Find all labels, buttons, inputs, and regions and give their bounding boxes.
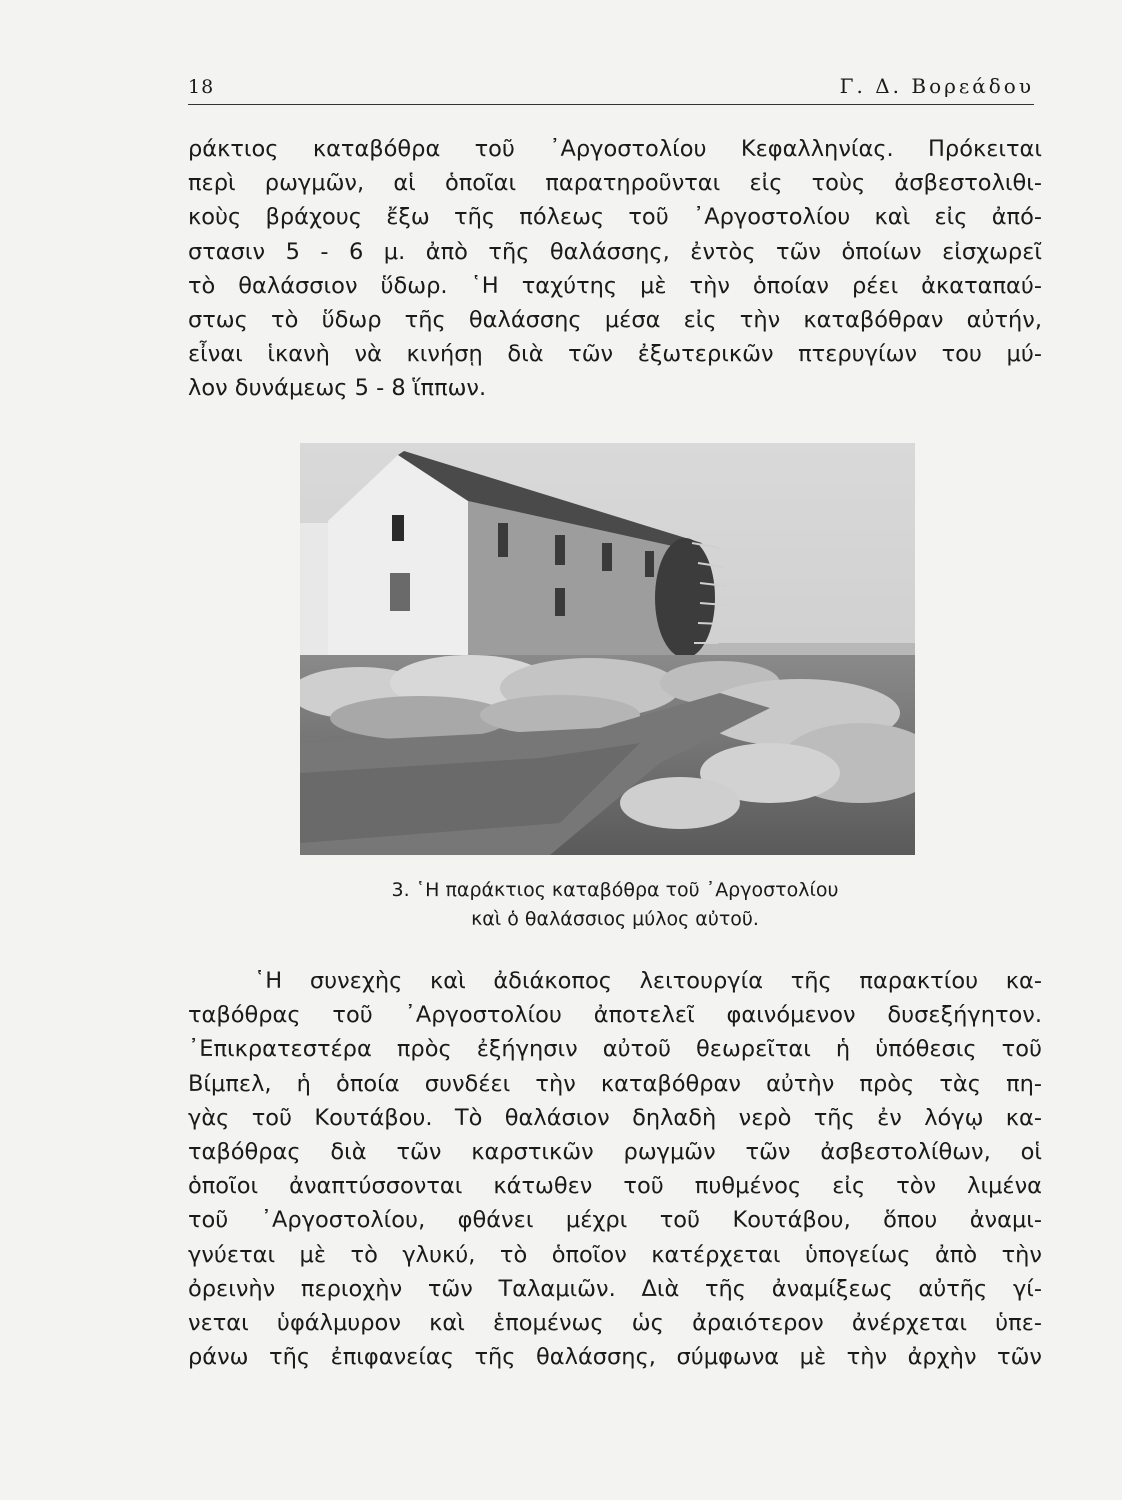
text-line: γὰς τοῦ Κουτάβου. Τὸ θαλάσιον δηλαδὴ νερὸ τῆς ἐν λόγῳ κα- — [188, 1104, 1042, 1131]
window — [555, 588, 565, 616]
text-line: ᾿Επικρατεστέρα πρὸς ἐξήγησιν αὐτοῦ θεωρεῖται ἡ ὑπόθεσις τοῦ — [188, 1036, 1042, 1063]
text-line: Βίμπελ, ἡ ὁποία συνδέει τὴν καταβόθραν αὐτὴν πρὸς τὰς πη- — [188, 1070, 1042, 1097]
text-line: τὸ θαλάσσιον ὕδωρ. ῾Η ταχύτης μὲ τὴν ὁποίαν ρέει ἀκαταπαύ- — [188, 272, 1042, 299]
text-line: στως τὸ ὕδωρ τῆς θαλάσσης μέσα εἰς τὴν καταβόθραν αὐτήν, — [188, 307, 1042, 334]
paragraph-2 — [188, 964, 1042, 1374]
figure-caption-line-2: καὶ ὁ θαλάσσιος μύλος αὐτοῦ. — [471, 908, 759, 930]
window — [390, 573, 410, 611]
window — [498, 523, 508, 557]
water-wheel — [655, 538, 715, 658]
paragraph-1 — [188, 132, 1042, 406]
text-line: λον δυνάμεως 5 - 8 ἵππων. — [188, 375, 487, 402]
window — [392, 515, 404, 541]
window — [602, 543, 612, 571]
text-line: ὁποῖοι ἀναπτύσσονται κάτωθεν τοῦ πυθμένος εἰς τὸν λιμένα — [188, 1173, 1042, 1200]
photo-illustration — [300, 443, 915, 855]
text-line: ῾Η συνεχὴς καὶ ἀδιάκοπος λειτουργία τῆς παρακτίου κα- — [254, 968, 1042, 994]
page-number: 18 — [188, 76, 215, 98]
text-line: τοῦ ᾿Αργοστολίου, φθάνει μέχρι τοῦ Κουτάβου, ὅπου ἀναμι- — [188, 1207, 1042, 1234]
page-header — [188, 70, 1034, 105]
text-line: περὶ ρωγμῶν, αἱ ὁποῖαι παρατηροῦνται εἰς τοὺς ἀσβεστολιθι- — [188, 170, 1042, 197]
text-line: ράνω τῆς ἐπιφανείας τῆς θαλάσσης, σύμφωνα μὲ τὴν ἀρχὴν τῶν — [188, 1344, 1042, 1371]
window — [645, 551, 654, 577]
text-line: ράκτιος καταβόθρα τοῦ ᾿Αργοστολίου Κεφαλληνίας. Πρόκειται — [188, 136, 1042, 162]
figure-caption-line-1: 3. ῾Η παράκτιος καταβόθρα τοῦ ᾿Αργοστολίου — [391, 879, 839, 901]
text-line: ὀρεινὴν περιοχὴν τῶν Ταλαμιῶν. Διὰ τῆς ἀναμίξεως αὐτῆς γί- — [188, 1275, 1042, 1302]
left-building — [300, 523, 330, 673]
text-line: νεται ὑφάλμυρον καὶ ἑπομένως ὡς ἀραιότερον ἀνέρχεται ὑπε- — [188, 1310, 1042, 1337]
text-line: κοὺς βράχους ἔξω τῆς πόλεως τοῦ ᾿Αργοστολίου καὶ εἰς ἀπό- — [188, 204, 1042, 231]
mill-photograph — [300, 443, 915, 855]
running-title: Γ. Δ. Βορεάδου — [839, 74, 1034, 98]
text-line: εἶναι ἱκανὴ νὰ κινήσῃ διὰ τῶν ἐξωτερικῶν πτερυγίων του μύ- — [188, 341, 1042, 368]
text-line: στασιν 5 - 6 μ. ἀπὸ τῆς θαλάσσης, ἐντὸς τῶν ὁποίων εἰσχωρεῖ — [188, 238, 1042, 265]
text-line: ταβόθρας διὰ τῶν καρστικῶν ρωγμῶν τῶν ἀσβεστολίθων, οἱ — [188, 1139, 1042, 1166]
text-line: ταβόθρας τοῦ ᾿Αργοστολίου ἀποτελεῖ φαινόμενον δυσεξήγητον. — [188, 1002, 1042, 1029]
window — [555, 535, 565, 565]
text-line: γνύεται μὲ τὸ γλυκύ, τὸ ὁποῖον κατέρχεται ὑπογείως ἀπὸ τὴν — [188, 1241, 1042, 1268]
